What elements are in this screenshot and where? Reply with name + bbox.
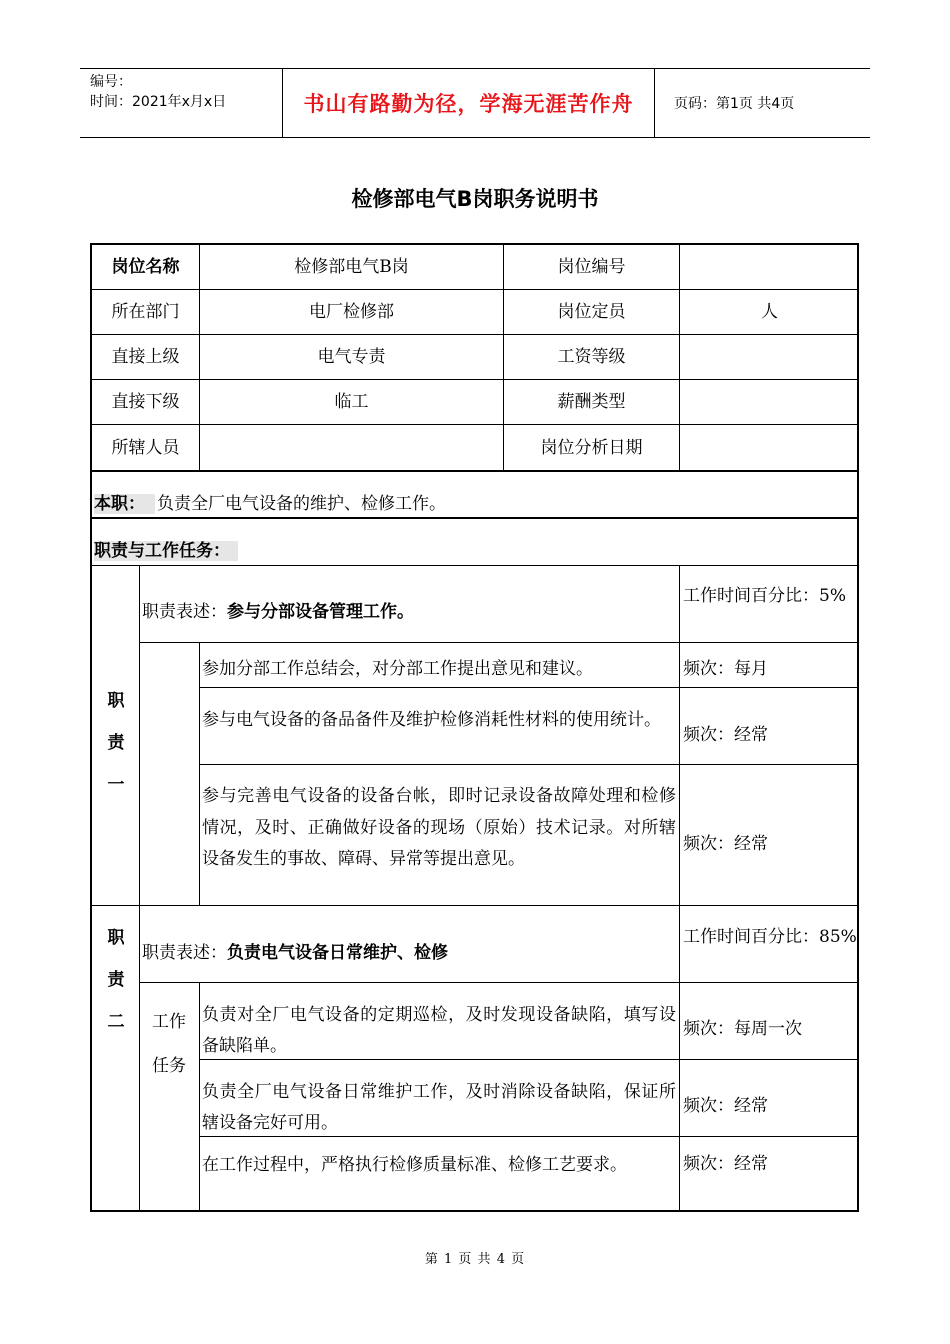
header-meta [80,69,281,137]
duty1-task-1: 参加分部工作总结会，对分部工作提出意见和建议。 [202,659,593,679]
post-no-value [680,245,859,289]
main-duty-text: 负责全厂电气设备的维护、检修工作。 [157,494,446,514]
document-title: 检修部电气B岗职务说明书 [351,187,599,211]
duty2-task-2-freq: 频次：经常 [683,1096,768,1116]
duty1-label-char: 责 [107,733,125,753]
duty2-description [142,939,448,967]
analysis-date-label: 岗位分析日期 [540,437,643,458]
dept-value: 电厂检修部 [309,302,394,322]
duty2-desc-text: 负责电气设备日常维护、检修 [227,943,448,963]
superior-label: 直接上级 [111,347,180,367]
duty2-desc-label: 职责表述： [142,943,227,963]
number-label: 编号： [90,74,132,90]
duty1-label-char: 职 [107,691,125,711]
duty1-desc-text: 参与分部设备管理工作。 [227,602,414,622]
quota-label: 岗位定员 [557,302,626,322]
duty2-task-1-freq: 频次：每周一次 [683,1019,802,1039]
document-header [80,68,870,138]
duty1-task-2-freq: 频次：经常 [683,725,768,745]
main-duty-label: 本职： [94,494,155,514]
post-no-label: 岗位编号 [557,257,626,277]
duties-header-row [94,537,238,565]
duty2-task-2: 负责全厂电气设备日常维护工作，及时消除设备缺陷，保证所辖设备完好可用。 [202,1082,676,1133]
salary-type-value [680,380,859,424]
duty2-task-1: 负责对全厂电气设备的定期巡检，及时发现设备缺陷，填写设备缺陷单。 [202,1005,676,1056]
staff-value [200,425,503,470]
duty2-task-3: 在工作过程中，严格执行检修质量标准、检修工艺要求。 [202,1155,627,1175]
duty1-task-3-freq: 频次：经常 [683,834,768,854]
duty1-time-pct: 工作时间百分比：5% [683,586,846,606]
dept-label: 所在部门 [111,302,180,322]
quota-value: 人 [761,302,778,322]
duty2-label [92,917,140,1043]
duty2-task-3-freq: 频次：经常 [683,1154,768,1174]
duty1-task-3: 参与完善电气设备的设备台帐，即时记录设备故障处理和检修情况，及时、正确做好设备的现场（原始）技术记录。对所辖设备发生的事故、障碍、异常等提出意见。 [202,786,676,869]
duties-header: 职责与工作任务： [94,541,238,561]
duty2-task-label [139,1000,199,1088]
page-footer: 第 1 页 共 4 页 [424,1252,526,1267]
page-info-text: 页码：第1页 共4页 [674,96,795,112]
duty1-description [142,598,414,626]
duty2-label-char: 职 [107,928,125,948]
duty1-label-char: 一 [107,775,125,795]
wage-value [680,335,859,379]
post-name-label: 岗位名称 [111,257,180,277]
motto: 书山有路勤为径，学海无涯苦作舟 [282,69,655,137]
duty2-task-label-line: 任务 [152,1056,186,1076]
main-duty-row [94,490,446,518]
staff-label: 所辖人员 [111,437,180,458]
page-info [664,69,870,137]
duty1-desc-label: 职责表述： [142,602,227,622]
time-label: 时间：2021年x月x日 [90,94,227,110]
duty2-label-char: 责 [107,970,125,990]
subordinate-label: 直接下级 [111,392,180,412]
duty2-label-char: 二 [107,1012,125,1032]
duty1-task-2: 参与电气设备的备品备件及维护检修消耗性材料的使用统计。 [202,710,661,730]
analysis-date-value [680,425,859,470]
salary-type-label: 薪酬类型 [557,392,626,412]
wage-label: 工资等级 [557,347,626,367]
duty2-task-label-line: 工作 [152,1012,186,1032]
superior-value: 电气专责 [317,347,386,367]
duty1-task-1-freq: 频次：每月 [683,659,768,679]
duty1-label [92,680,140,806]
subordinate-value: 临工 [334,392,369,412]
job-description-form [90,243,859,1212]
post-name-value: 检修部电气B岗 [294,257,409,277]
duty2-time-pct: 工作时间百分比：85% [683,927,857,947]
